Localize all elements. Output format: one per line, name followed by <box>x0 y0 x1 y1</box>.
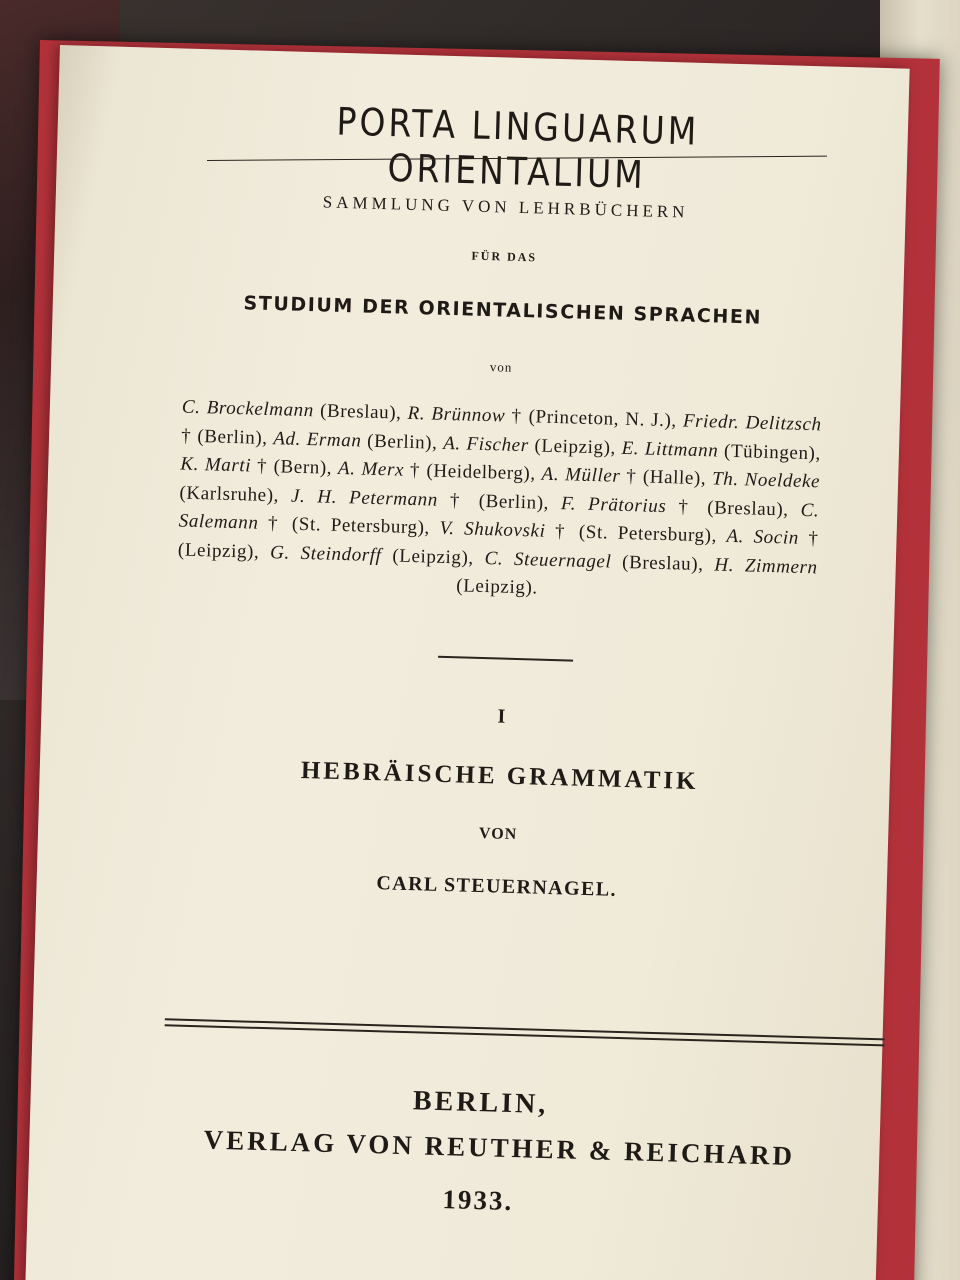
volume-number: I <box>497 705 506 728</box>
contributor-place: (Karlsruhe), <box>179 482 292 507</box>
contributor-name: J. H. Petermann <box>290 485 439 511</box>
von-author-line: VON <box>478 825 518 844</box>
contributor-name: R. Brünnow <box>407 402 506 427</box>
section-divider <box>438 656 573 662</box>
contributor-place: (Breslau), <box>611 551 715 575</box>
contributor-name: E. Littmann <box>621 437 719 462</box>
double-rule <box>165 1018 885 1046</box>
fuer-das-line: FÜR DAS <box>471 248 538 265</box>
contributor-place: (Tübingen), <box>718 440 822 464</box>
imprint-publisher: VERLAG VON REUTHER & REICHARD <box>203 1124 796 1171</box>
contributor-name: C. Steuernagel <box>484 547 612 573</box>
contributor-name: K. Marti <box>180 453 252 477</box>
contributor-name: A. Merx <box>337 457 405 481</box>
contributor-name: G. Steindorff <box>269 541 382 566</box>
contributor-place: † (Leipzig), <box>177 527 819 563</box>
title-page-content <box>24 45 910 1280</box>
imprint-year: 1933. <box>442 1184 514 1217</box>
contributors-list <box>177 394 822 611</box>
von-line: von <box>489 359 513 375</box>
contributor-name: F. Prätorius <box>560 492 667 517</box>
contributor-name: Th. Noeldeke <box>711 468 821 493</box>
contributor-name: C. Brockelmann <box>181 396 315 422</box>
contributor-place: (Leipzig), <box>381 544 485 569</box>
contributor-place: (Leipzig). <box>456 575 539 599</box>
contributor-place: † (St. Petersburg), <box>545 520 727 547</box>
contributor-place: † (Heidelberg), <box>403 459 542 485</box>
work-title: HEBRÄISCHE GRAMMATIK <box>300 757 699 796</box>
contributor-name: H. Zimmern <box>714 553 818 578</box>
collection-subtitle: SAMMLUNG VON LEHRBÜCHERN <box>322 192 689 222</box>
contributor-place: (Breslau), <box>313 400 409 424</box>
title-page <box>24 45 910 1280</box>
imprint-city: BERLIN, <box>412 1085 549 1121</box>
contributor-place: † (Halle), <box>620 465 713 490</box>
contributor-name: Ad. Erman <box>273 427 362 452</box>
contributor-place: (Berlin), <box>361 430 444 454</box>
contributor-name: Friedr. Delitzsch <box>682 410 822 436</box>
series-title: PORTA LINGUARUM ORIENTALIUM <box>335 98 700 198</box>
contributor-name: A. Fischer <box>442 432 530 456</box>
contributor-name: A. Socin <box>726 525 800 549</box>
contributor-place: (Leipzig), <box>528 434 622 459</box>
contributor-place: † (Bern), <box>250 455 339 479</box>
contributor-place: † (St. Petersburg), <box>258 512 440 539</box>
contributor-name: A. Müller <box>541 463 621 487</box>
contributor-name: V. Shukovski <box>439 517 546 542</box>
author-name: CARL STEUERNAGEL. <box>376 872 618 901</box>
contributor-place: † (Berlin), <box>180 425 274 449</box>
contributor-place: † (Berlin), <box>437 489 562 514</box>
contributor-name: C. Salemann <box>178 499 820 534</box>
contributor-place: † (Breslau), <box>666 495 801 521</box>
studium-line: STUDIUM DER ORIENTALISCHEN SPRACHEN <box>243 292 763 329</box>
contributor-place: † (Princeton, N. J.), <box>505 405 684 432</box>
